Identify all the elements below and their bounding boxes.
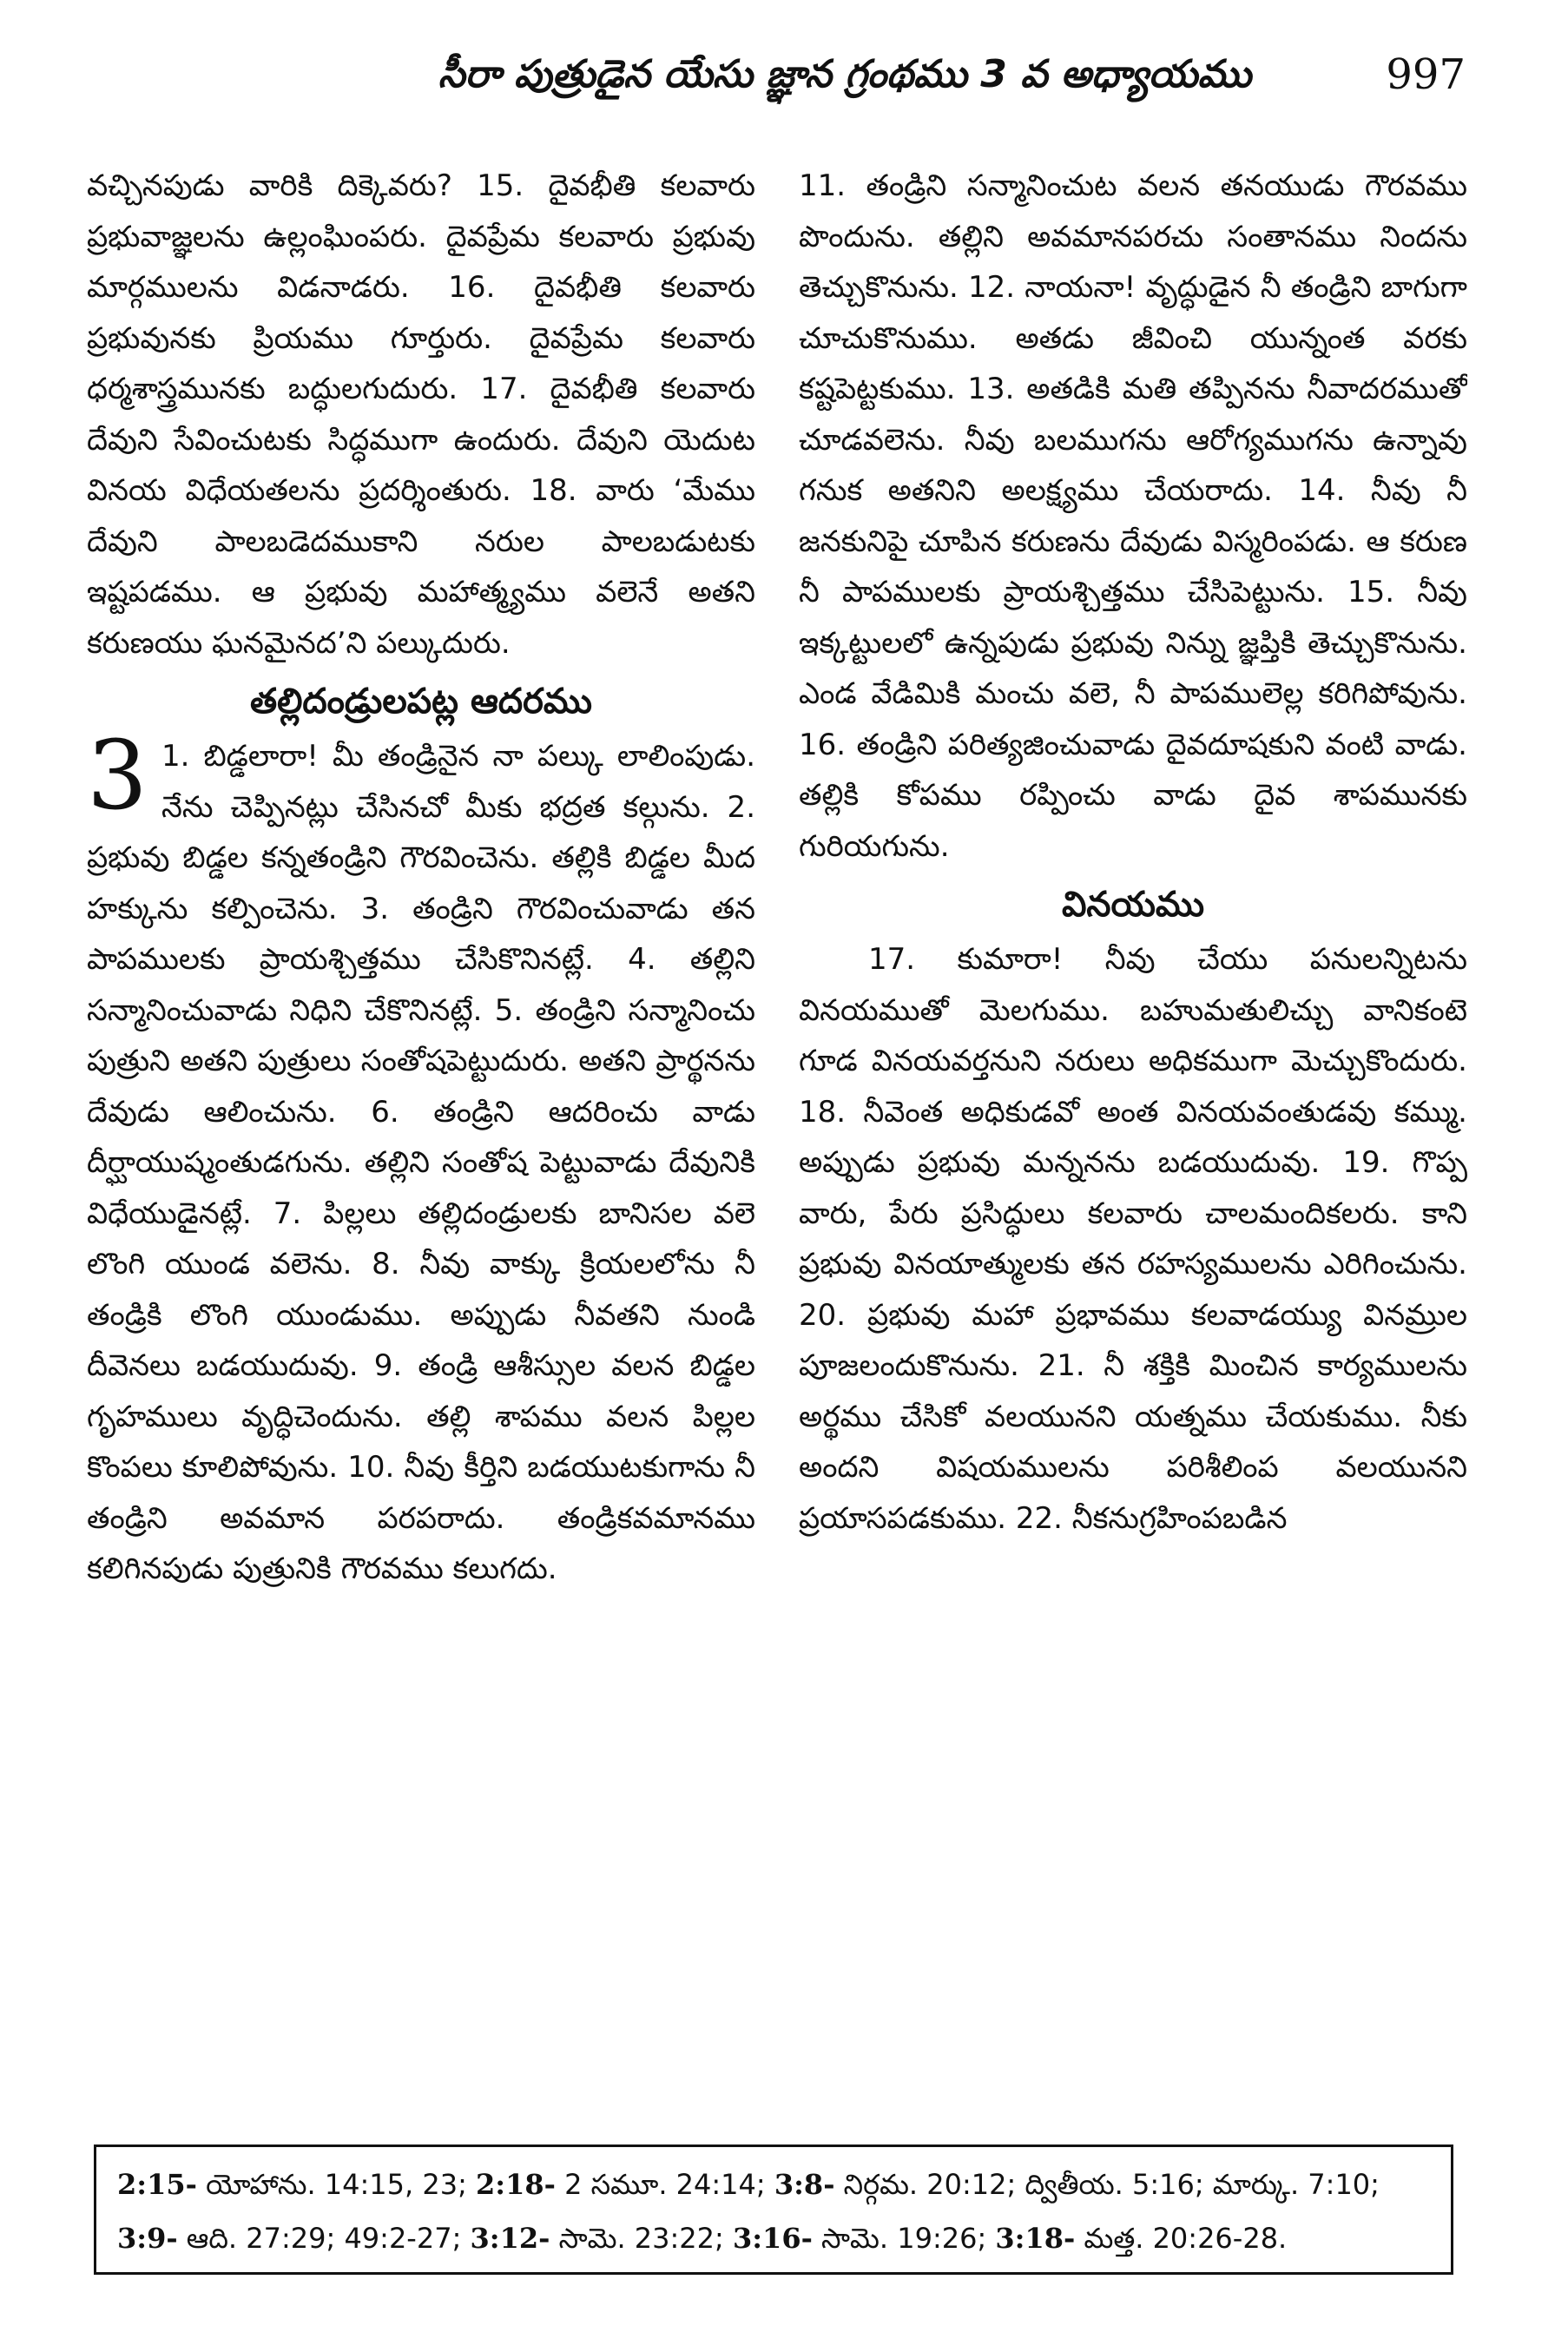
footnote-text: ఆది. 27:29; 49:2-27; (177, 2222, 471, 2255)
paragraph (87, 720, 755, 1595)
footnote-text: సామె. 19:26; (812, 2222, 996, 2255)
section-heading: తల్లిదండ్రులపట్ల ఆదరము (249, 682, 593, 721)
footnote-text: సామె. 23:22; (550, 2222, 733, 2255)
page-header (0, 35, 1568, 130)
footnote-text: మత్త. 20:26-28. (1075, 2222, 1288, 2255)
footnote-ref: 3:12- (470, 2222, 550, 2255)
footnote-text: నిర్గమ. 20:12; ద్వితీయ. 5:16; మార్కు. 7:10; (834, 2168, 1380, 2201)
page-title: సీరా పుత్రుడైన యేసు జ్ఞాన గ్రంథము 3 వ అధ్యాయము (438, 52, 1252, 96)
left-column (87, 161, 755, 2097)
footnote-ref: 3:18- (995, 2222, 1076, 2255)
paragraph: 17. కుమారా! నీవు చేయు పనులన్నిటను వినయముతో మెలగుము. బహుమతులిచ్చు వానికంటె గూడ వినయవర్తనుని నరులు అధికముగా మెచ్చుకొందురు. 18. నీవెంత అధికుడవో అంత వినయవంతుడవు కమ్ము. అప్పుడు ప్రభువు మన్ననను బడయుదువు. 19. గొప్ప వారు, పేరు ప్రసిద్ధులు కలవారు చాలమందికలరు. కాని ప్రభువు వినయాత్ములకు తన రహస్యములను ఎరిగించును. 20. ప్రభువు మహా ప్రభావము కలవాడయ్యు వినమ్రుల పూజలందుకొనును. 21. నీ శక్తికి మించిన కార్యములను అర్థము చేసికో వలయునని యత్నము చేయకుము. నీకు అందని విషయములను పరిశీలింప వలయునని ప్రయాసపడకుము. 22. నీకనుగ్రహింపబడిన (799, 942, 1467, 1536)
footnote-ref: 2:18- (476, 2168, 556, 2201)
chapter-number: 3 (87, 720, 148, 831)
paragraph: 11. తండ్రిని సన్మానించుట వలన తనయుడు గౌరవము పొందును. తల్లిని అవమానపరచు సంతానము నిందను తెచ్చుకొనును. 12. నాయనా! వృద్ధుడైన నీ తండ్రిని బాగుగా చూచుకొనుము. అతడు జీవించి యున్నంత వరకు కష్టపెట్టకుము. 13. అతడికి మతి తప్పినను నీవాదరముతో చూడవలెను. నీవు బలముగను ఆరోగ్యముగను ఉన్నావు గనుక అతనిని అలక్ష్యము చేయరాదు. 14. నీవు నీ జనకునిపై చూపిన కరుణను దేవుడు విస్మరింపడు. ఆ కరుణ నీ పాపములకు ప్రాయశ్చిత్తము చేసిపెట్టును. 15. నీవు ఇక్కట్టులలో ఉన్నపుడు ప్రభువు నిన్ను జ్ఞప్తికి తెచ్చుకొనును. ఎండ వేడిమికి మంచు వలె, నీ పాపములెల్ల కరిగిపోవును. 16. తండ్రిని పరిత్యజించువాడు దైవదూషకుని వంటి వాడు. తల్లికి కోపము రప్పించు వాడు దైవ శాపమునకు గురియగును. (799, 168, 1467, 864)
right-column (799, 161, 1467, 2097)
paragraph-text: 1. బిడ్డలారా! మీ తండ్రినైన నా పల్కు లాలింపుడు. నేను చెప్పినట్లు చేసినచో మీకు భద్రత కల్గును. 2. ప్రభువు బిడ్డల కన్నతండ్రిని గౌరవించెను. తల్లికి బిడ్డల మీద హక్కును కల్పించెను. 3. తండ్రిని గౌరవించువాడు తన పాపములకు ప్రాయశ్చిత్తము చేసికొనినట్లే. 4. తల్లిని సన్మానించువాడు నిధిని చేకొనినట్లే. 5. తండ్రిని సన్మానించు పుత్రుని అతని పుత్రులు సంతోషపెట్టుదురు. అతని ప్రార్థనను దేవుడు ఆలించును. 6. తండ్రిని ఆదరించు వాడు దీర్ఘాయుష్మంతుడగును. తల్లిని సంతోష పెట్టువాడు దేవునికి విధేయుడైనట్లే. 7. పిల్లలు తల్లిదండ్రులకు బానిసల వలె లొంగి యుండ వలెను. 8. నీవు వాక్కు క్రియలలోను నీ తండ్రికి లొంగి యుండుము. అప్పుడు నీవతని నుండి దీవెనలు బడయుదువు. 9. తండ్రి ఆశీస్సుల వలన బిడ్డల గృహములు వృద్ధిచెందును. తల్లి శాపము వలన పిల్లల కొంపలు కూలిపోవును. 10. నీవు కీర్తిని బడయుటకుగాను నీ తండ్రిని అవమాన పరపరాదు. తండ్రికవమానము కలిగినపుడు పుత్రునికి గౌరవము కలుగదు. (87, 739, 755, 1586)
footnote-ref: 3:16- (732, 2222, 813, 2255)
paragraph: వచ్చినపుడు వారికి దిక్కెవరు? 15. దైవభీతి కలవారు ప్రభువాజ్ఞలను ఉల్లంఘింపరు. దైవప్రేమ కలవారు ప్రభువు మార్గములను విడనాడరు. 16. దైవభీతి కలవారు ప్రభువునకు ప్రియము గూర్తురు. దైవప్రేమ కలవారు ధర్మశాస్త్రమునకు బద్ధులగుదురు. 17. దైవభీతి కలవారు దేవుని సేవించుటకు సిద్ధముగా ఉందురు. దేవుని యెదుట వినయ విధేయతలను ప్రదర్శింతురు. 18. వారు ‘మేము దేవుని పాలబడెదముకాని నరుల పాలబడుటకు ఇష్టపడము. ఆ ప్రభువు మహాత్మ్యము వలెనే అతని కరుణయు ఘనమైనద’ని పల్కుదురు. (87, 168, 755, 661)
footnote-ref: 3:8- (774, 2168, 835, 2201)
footnote-ref: 2:15- (117, 2168, 197, 2201)
section-heading: వినయము (1061, 885, 1205, 925)
page-number: 997 (1386, 50, 1466, 99)
footnote-ref: 3:9- (117, 2222, 178, 2255)
footnote-box (94, 2144, 1453, 2275)
footnote-text: 2 సమూ. 24:14; (555, 2168, 774, 2201)
footnote-text: యోహాను. 14:15, 23; (196, 2168, 477, 2201)
